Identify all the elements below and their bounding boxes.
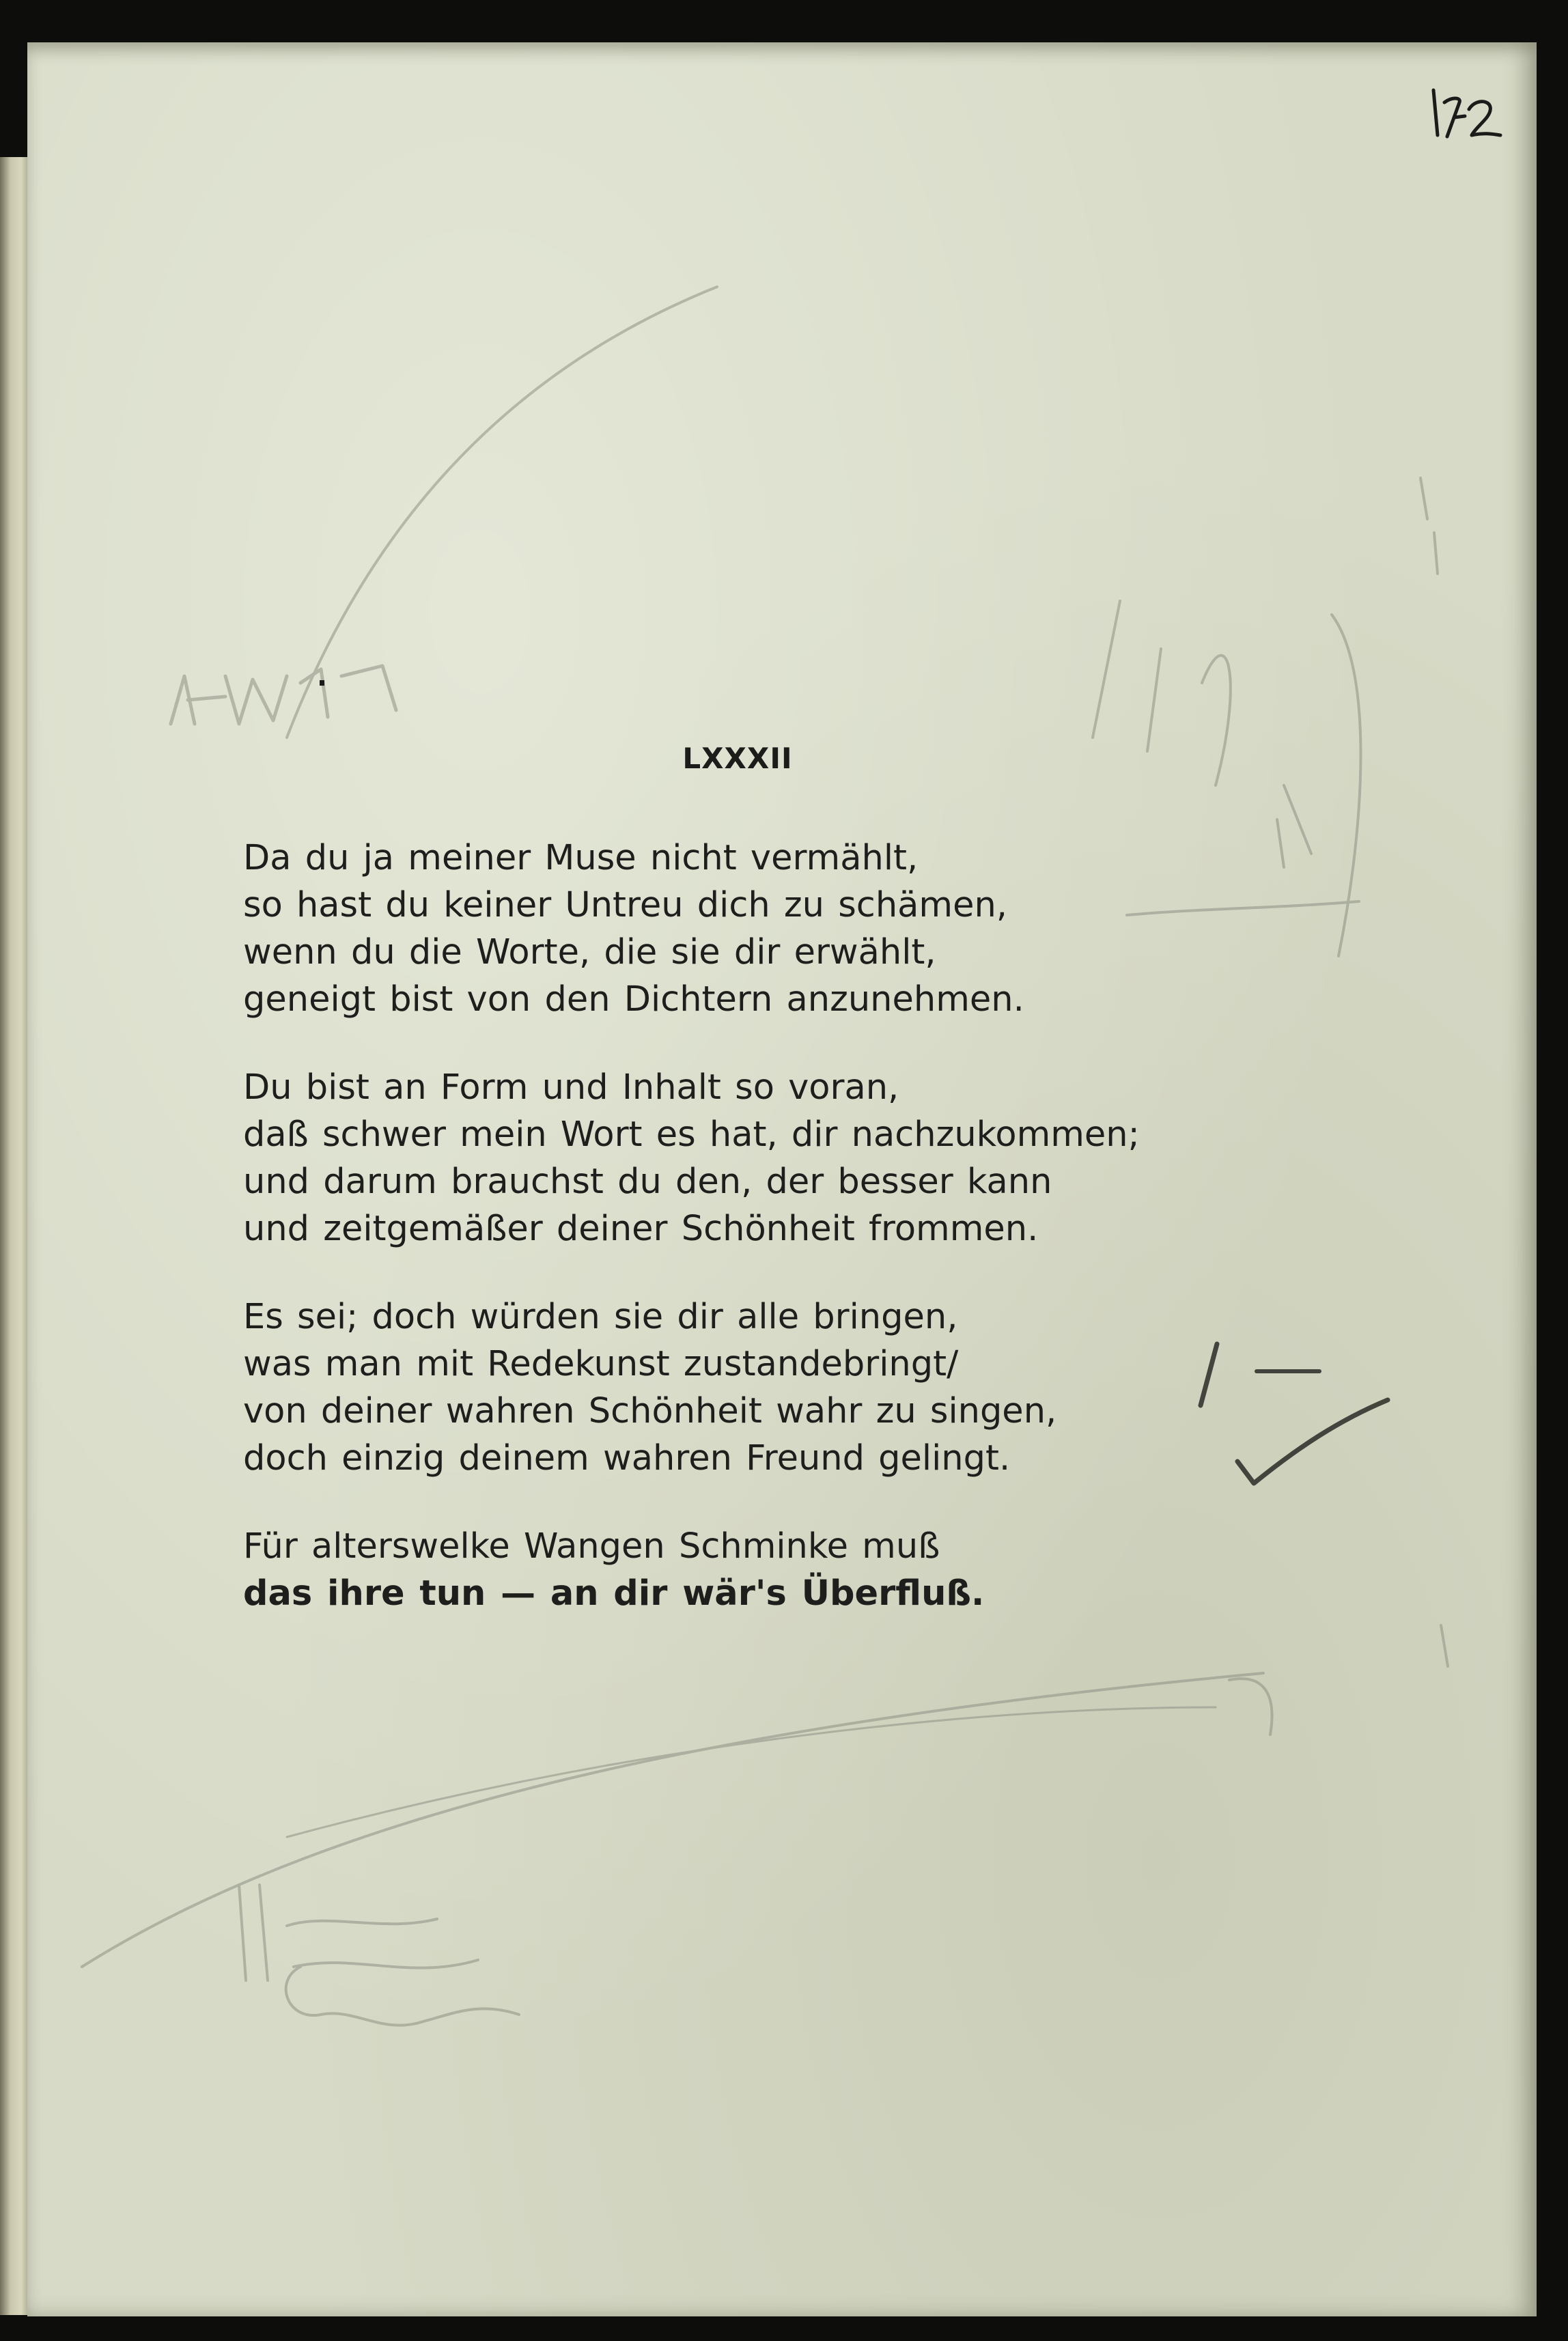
verse-line: was man mit Redekunst zustandebringt/ <box>243 1344 959 1384</box>
poem-body <box>243 835 1199 1617</box>
verse-line: das ihre tun — an dir wär's Überfluß. <box>243 1573 985 1614</box>
stanza-4-couplet <box>243 1523 1199 1617</box>
stanza-2 <box>243 1064 1199 1252</box>
stanza-1 <box>243 835 1199 1023</box>
verse-line: doch einzig deinem wahren Freund gelingt. <box>243 1438 1011 1478</box>
verse-line: wenn du die Worte, die sie dir erwählt, <box>243 932 936 972</box>
verse-line: und darum brauchst du den, der besser kann <box>243 1162 1052 1202</box>
left-page-edge <box>0 157 30 2315</box>
verse-line: so hast du keiner Untreu dich zu schämen, <box>243 885 1007 925</box>
verse-line: von deiner wahren Schönheit wahr zu singen, <box>243 1391 1057 1431</box>
verse-line: geneigt bist von den Dichtern anzunehmen. <box>243 979 1024 1020</box>
poem-number: LXXXII <box>682 742 793 775</box>
stanza-3 <box>243 1293 1199 1482</box>
verse-line: Für alterswelke Wangen Schminke muß <box>243 1526 940 1567</box>
verse-line: Es sei; doch würden sie dir alle bringen, <box>243 1297 958 1337</box>
verse-line: Du bist an Form und Inhalt so voran, <box>243 1067 899 1108</box>
verse-line: und zeitgemäßer deiner Schönheit frommen. <box>243 1209 1039 1249</box>
verse-line: Da du ja meiner Muse nicht vermählt, <box>243 838 919 878</box>
verse-line: daß schwer mein Wort es hat, dir nachzukommen; <box>243 1115 1140 1155</box>
handwritten-folio-number <box>1424 82 1506 150</box>
